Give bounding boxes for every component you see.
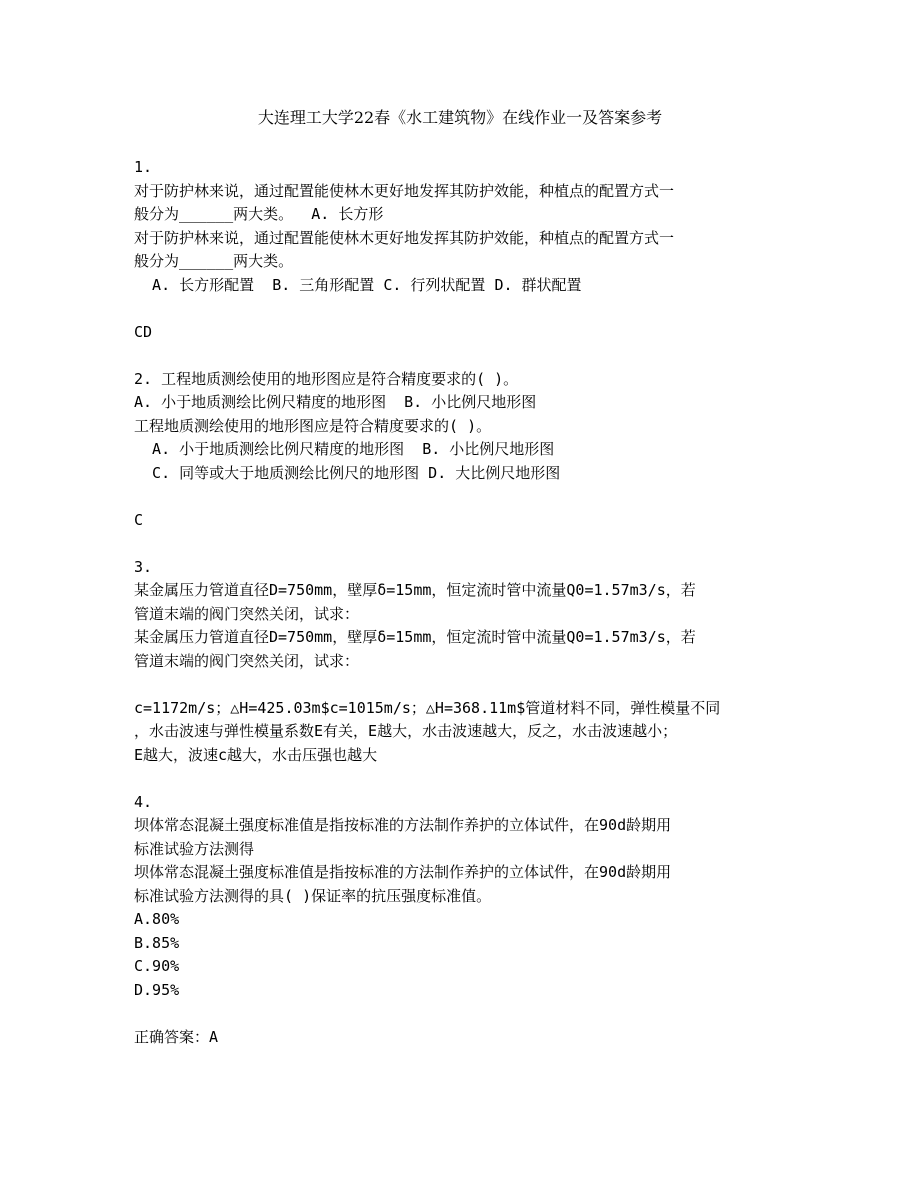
answer-text-line: c=1172m/s；△H=425.03m$c=1015m/s；△H=368.11m$管道材料不同，弹性模量不同 xyxy=(134,698,721,717)
option-b: B.85% xyxy=(134,933,180,952)
question-text-line: 3. xyxy=(134,557,153,576)
spacer xyxy=(134,1002,794,1026)
answer-text-line: ，水击波速与弹性模量系数E有关，E越大，水击波速越大，反之，水击波速越小； xyxy=(134,722,678,740)
answer-text: 正确答案：A xyxy=(134,1027,219,1046)
option-c: C.90% xyxy=(134,957,180,975)
answer-text: CD xyxy=(134,322,153,341)
question-text-line: 1. xyxy=(134,158,153,176)
question-text-line: 坝体常态混凝土强度标准值是指按标准的方法制作养护的立体试件，在90d龄期用 xyxy=(134,816,672,834)
page-title: 大连理工大学22春《水工建筑物》在线作业一及答案参考 xyxy=(257,108,663,127)
spacer xyxy=(134,485,794,509)
question-text-line: 标准试验方法测得 xyxy=(134,839,255,858)
question-4 xyxy=(134,791,794,1050)
question-options-line: A. 小于地质测绘比例尺精度的地形图 B. 小比例尺地形图 xyxy=(134,393,537,411)
question-text-line: 某金属压力管道直径D=750mm，壁厚δ=15mm，恒定流时管中流量Q0=1.57m3/s，若 xyxy=(134,581,696,599)
spacer xyxy=(134,297,794,321)
question-text-line: 管道末端的阀门突然关闭，试求： xyxy=(134,651,360,670)
question-list xyxy=(134,156,794,1049)
answer-text: C xyxy=(134,510,144,529)
question-text-line: 2. 工程地质测绘使用的地形图应是符合精度要求的( )。 xyxy=(134,369,519,388)
question-text-line: 工程地质测绘使用的地形图应是符合精度要求的( )。 xyxy=(134,416,492,435)
question-options-line: C. 同等或大于地质测绘比例尺的地形图 D. 大比例尺地形图 xyxy=(134,463,561,482)
question-2 xyxy=(134,368,794,556)
question-options-line: A. 小于地质测绘比例尺精度的地形图 B. 小比例尺地形图 xyxy=(134,440,555,458)
question-text-line: 般分为______两大类。 A. 长方形 xyxy=(134,205,384,223)
question-text-line: 某金属压力管道直径D=750mm，壁厚δ=15mm，恒定流时管中流量Q0=1.57m3/s，若 xyxy=(134,628,696,646)
option-a: A.80% xyxy=(134,910,180,928)
answer-text-line: E越大，波速c越大，水击压强也越大 xyxy=(134,745,378,764)
question-1 xyxy=(134,156,794,368)
question-text-line: 4. xyxy=(134,792,153,811)
question-text-line: 管道末端的阀门突然关闭，试求： xyxy=(134,604,360,623)
option-d: D.95% xyxy=(134,980,180,999)
question-text-line: 对于防护林来说，通过配置能使林木更好地发挥其防护效能，种植点的配置方式一 xyxy=(134,228,675,247)
spacer xyxy=(134,532,794,556)
spacer xyxy=(134,344,794,368)
spacer xyxy=(134,767,794,791)
question-text-line: 标准试验方法测得的具( )保证率的抗压强度标准值。 xyxy=(134,886,492,905)
question-text-line: 坝体常态混凝土强度标准值是指按标准的方法制作养护的立体试件，在90d龄期用 xyxy=(134,863,672,881)
question-3 xyxy=(134,556,794,791)
question-options-line: A. 长方形配置 B. 三角形配置 C. 行列状配置 D. 群状配置 xyxy=(134,275,582,294)
question-text-line: 对于防护林来说，通过配置能使林木更好地发挥其防护效能，种植点的配置方式一 xyxy=(134,181,675,200)
question-text-line: 般分为______两大类。 xyxy=(134,252,294,270)
spacer xyxy=(134,673,794,697)
